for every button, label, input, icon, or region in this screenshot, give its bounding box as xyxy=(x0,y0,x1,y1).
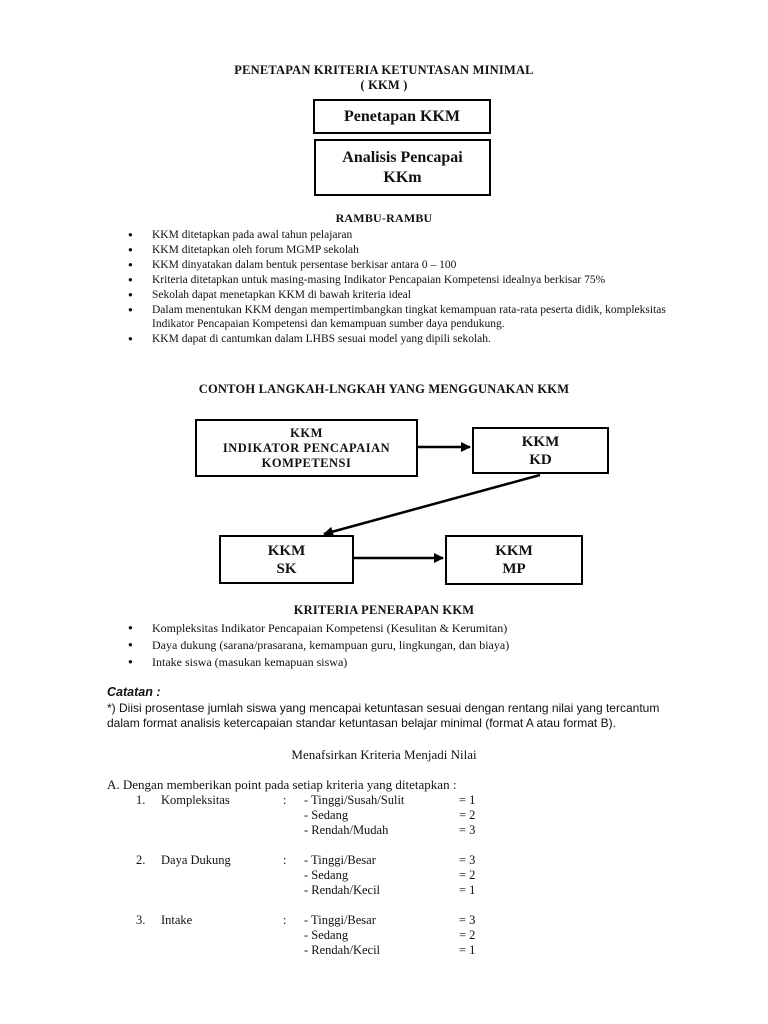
sk-line2: SK xyxy=(276,560,297,577)
kriteria-item: ● Kompleksitas Indikator Pencapaian Kompetensi (Kesulitan & Kerumitan) xyxy=(128,620,688,636)
criterion-value: = 3 xyxy=(459,913,476,927)
penetapan-kkm-label: Penetapan KKM xyxy=(344,107,460,125)
criterion-label: - Tinggi/Besar xyxy=(304,913,376,927)
criterion-label: - Tinggi/Susah/Sulit xyxy=(304,793,405,807)
rambu-item: ● KKM ditetapkan oleh forum MGMP sekolah xyxy=(128,243,700,257)
rambu-item: ● KKM dinyatakan dalam bentuk persentase berkisar antara 0 – 100 xyxy=(128,258,700,272)
kd-line2: KD xyxy=(529,451,552,468)
kriteria-heading: KRITERIA PENERAPAN KKM xyxy=(293,603,475,617)
arrow-kd-to-sk xyxy=(324,475,540,534)
kriteria-item: ● Daya dukung (sarana/prasarana, kemampuan guru, lingkungan, dan biaya) xyxy=(128,637,688,653)
rambu-item: ● Dalam menentukan KKM dengan mempertimbangkan tingkat kemampuan rata-rata peserta didik, kompleksitas Indikator Pencapaian Kompetensi dan kemampuan sumber daya pendukung. xyxy=(128,303,700,331)
kkm-sk-box xyxy=(219,535,354,584)
criterion-value: = 3 xyxy=(459,853,476,867)
criterion-label: - Sedang xyxy=(304,928,349,942)
criterion-label: - Tinggi/Besar xyxy=(304,853,376,867)
sk-line1: KKM xyxy=(267,542,306,559)
group-number: 2. xyxy=(136,853,146,867)
group-name: Intake xyxy=(161,913,193,927)
mp-line1: KKM xyxy=(495,543,533,559)
indikator-line2: INDIKATOR PENCAPAIAN xyxy=(222,440,391,455)
criterion-value: = 2 xyxy=(459,928,476,942)
criterion-value: = 1 xyxy=(459,943,476,957)
criterion-value: = 3 xyxy=(459,823,476,837)
kriteria-item: ● Intake siswa (masukan kemapuan siswa) xyxy=(128,654,688,670)
menafsirkan-intro: A. Dengan memberikan point pada setiap kriteria yang ditetapkan : xyxy=(107,777,457,792)
group-colon: : xyxy=(283,793,287,807)
group-colon: : xyxy=(283,913,287,927)
criterion-label: - Rendah/Kecil xyxy=(304,943,381,957)
menafsirkan-heading: Menafsirkan Kriteria Menjadi Nilai xyxy=(291,747,477,762)
criterion-value: = 1 xyxy=(459,793,476,807)
catatan-line2: dalam format analisis ketercapaian standar ketuntasan belajar minimal (format A atau format B). xyxy=(107,716,616,730)
contoh-heading: CONTOH LANGKAH-LNGKAH YANG MENGGUNAKAN KKM xyxy=(198,382,570,396)
rambu-heading: RAMBU-RAMBU xyxy=(335,211,433,225)
kd-line1: KKM xyxy=(521,433,560,450)
catatan-label: Catatan : xyxy=(107,685,161,699)
criterion-value: = 2 xyxy=(459,868,476,882)
kkm-kd-box xyxy=(472,427,609,474)
indikator-line3: KOMPETENSI xyxy=(261,455,352,470)
criterion-value: = 1 xyxy=(459,883,476,897)
criterion-value: = 2 xyxy=(459,808,476,822)
indikator-line1: KKM xyxy=(290,425,323,440)
criterion-label: - Sedang xyxy=(304,868,349,882)
criterion-label: - Sedang xyxy=(304,808,349,822)
rambu-item: ● Kriteria ditetapkan untuk masing-masing Indikator Pencapaian Kompetensi idealnya berkisar 75% xyxy=(128,273,700,287)
analisis-line2: KKm xyxy=(383,168,422,186)
group-name: Daya Dukung xyxy=(161,853,231,867)
kriteria-list xyxy=(128,620,688,671)
analisis-line1: Analisis Pencapai xyxy=(342,148,463,166)
group-number: 3. xyxy=(136,913,146,927)
page-title: PENETAPAN KRITERIA KETUNTASAN MINIMAL xyxy=(234,63,534,77)
kkm-mp-box xyxy=(445,535,583,585)
group-name: Kompleksitas xyxy=(161,793,230,807)
mp-line2: MP xyxy=(502,561,526,577)
kkm-indikator-box xyxy=(195,419,418,477)
group-number: 1. xyxy=(136,793,146,807)
group-colon: : xyxy=(283,853,287,867)
catatan-line1: *) Diisi prosentase jumlah siswa yang mencapai ketuntasan sesuai dengan rentang nilai yang tercantum xyxy=(107,701,660,715)
page-subtitle: ( KKM ) xyxy=(360,78,408,92)
rambu-item: ● KKM ditetapkan pada awal tahun pelajaran xyxy=(128,228,700,242)
rambu-item: ● KKM dapat di cantumkan dalam LHBS sesuai model yang dipili sekolah. xyxy=(128,332,700,346)
criterion-label: - Rendah/Mudah xyxy=(304,823,389,837)
criterion-label: - Rendah/Kecil xyxy=(304,883,381,897)
rambu-item: ● Sekolah dapat menetapkan KKM di bawah kriteria ideal xyxy=(128,288,700,302)
